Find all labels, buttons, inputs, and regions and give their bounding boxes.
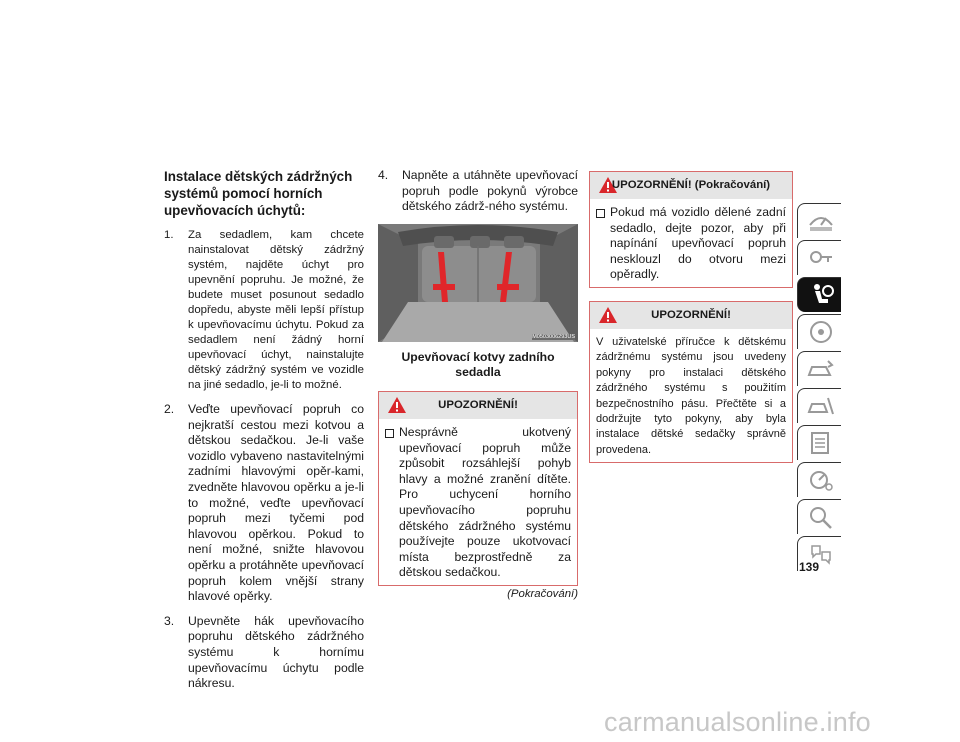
- step-2: [164, 402, 364, 605]
- tab-emergency[interactable]: [797, 351, 841, 386]
- tab-safety[interactable]: [797, 277, 841, 312]
- left-column: [164, 168, 364, 701]
- steering-wheel-icon: [806, 318, 836, 346]
- right-column: [589, 171, 793, 463]
- warning-title: UPOZORNĚNÍ!: [438, 398, 518, 411]
- figure-caption: Upevňovací kotvy zadního sedadla: [401, 349, 555, 380]
- warning-text: V uživatelské příručce k dětskému zádržnému systému jsou uvedeny pokyny pro instalaci dětského zádržného systému s použitím bezpečnostního pásu. Přečtěte si a dodržujte tyto pokyny, aby byla instalace dětské sedačky správně provedena.: [596, 335, 786, 456]
- car-crash-icon: [806, 355, 836, 383]
- step-4: [378, 168, 578, 215]
- warning-body: [590, 199, 792, 287]
- warning-text: Pokud má vozidlo dělené zadní sedadlo, dejte pozor, aby při napínání upevňovací popruh nesklouzl do otvoru mezi opěradly.: [610, 205, 786, 282]
- tab-index[interactable]: [797, 499, 841, 534]
- rear-seat-anchors-photo: [378, 224, 578, 342]
- checkbox-bullet-icon: [385, 429, 394, 438]
- step-3: [164, 614, 364, 692]
- figure-code: M0503006293US: [532, 333, 575, 340]
- step-text: Upevněte hák upevňovacího popruhu dětského zádržného systému k hornímu upevňovacímu úchytu podle nákresu.: [188, 613, 364, 691]
- warning-box-1: [378, 391, 578, 586]
- warning-text: Nesprávně ukotvený upevňovací popruh může způsobit rozsáhlejší pohyb hlavy a možné zranění dítěte. Pro uchycení horního upevňovacího popruhu dětského zádržného systému používejte pouze ukotvovací místa bezprostředně za dětskou sedačkou.: [399, 424, 571, 580]
- checkbox-bullet-icon: [596, 209, 605, 218]
- car-wrench-icon: [806, 392, 836, 420]
- airbag-seat-icon: [806, 281, 836, 309]
- continued-label: (Pokračování): [507, 587, 578, 600]
- section-title: Instalace dětských zádržných systémů pomocí horních upevňovacích úchytů:: [164, 169, 353, 218]
- step-number: 4.: [378, 168, 389, 182]
- step-number: 3.: [164, 613, 175, 628]
- middle-column: [378, 168, 578, 603]
- gauge-icon: [806, 466, 836, 494]
- tab-specifications[interactable]: [797, 425, 841, 460]
- warning-box-2: [589, 171, 793, 288]
- warning-title: UPOZORNĚNÍ! (Pokračování): [611, 179, 771, 191]
- car-dashboard-icon: [806, 207, 836, 235]
- step-text: Napněte a utáhněte upevňovací popruh podle pokynů výrobce dětského zádrž-ného systému.: [402, 168, 578, 214]
- tab-driving[interactable]: [797, 314, 841, 349]
- magnifier-icon: [806, 503, 836, 531]
- tab-keys[interactable]: [797, 240, 841, 275]
- warning-header: [590, 302, 792, 329]
- tab-dashboard[interactable]: [797, 203, 841, 238]
- car-key-icon: [806, 244, 836, 272]
- warning-bullet: [385, 425, 571, 581]
- rear-seat-illustration: [378, 224, 578, 342]
- page-number: 139: [799, 560, 820, 574]
- checklist-icon: [806, 429, 836, 457]
- tab-multimedia[interactable]: [797, 462, 841, 497]
- step-text: Za sedadlem, kam chcete nainstalovat dětský zádržný systém, najděte úchyt pro upevnění popruhu. Je možné, že budete muset posunout sedadlo dopředu, abyste měli lepší přístup k upevňovacímu úchytu. Pokud za sedadlem není žádný horní upevňovací úchyt, nainstalujte dětský zádržný systém ve vozidle na jiné sedadlo, je-li to možné.: [188, 229, 364, 391]
- step-1: [164, 228, 364, 393]
- watermark: carmanualsonline.info: [604, 707, 871, 737]
- warning-header: [590, 172, 792, 199]
- step-number: 2.: [164, 402, 175, 416]
- warning-bullet: [596, 205, 786, 283]
- step-text: Veďte upevňovací popruh co nejkratší cestou mezi kotvou a dětskou sedačkou. Je-li vaše vozidlo vybaveno nastavitelnými zadními hlavovými opěr-kami, zvedněte hlavovou opěrku a je-li to možné, veďte upevňovací popruh mezi tyčemi pod hlavovou opěrkou. Pokud to není možné, snižte hlavovou opěrku a protáhněte upevňovací popruh kolem vnější strany hlavové opěrky.: [188, 402, 364, 604]
- warning-title: UPOZORNĚNÍ!: [651, 308, 731, 321]
- warning-header: [379, 392, 577, 419]
- warning-body: [379, 419, 577, 585]
- chapter-tabs: [797, 203, 841, 573]
- tab-service[interactable]: [797, 388, 841, 423]
- warning-box-3: [589, 301, 793, 463]
- step-number: 1.: [164, 229, 174, 241]
